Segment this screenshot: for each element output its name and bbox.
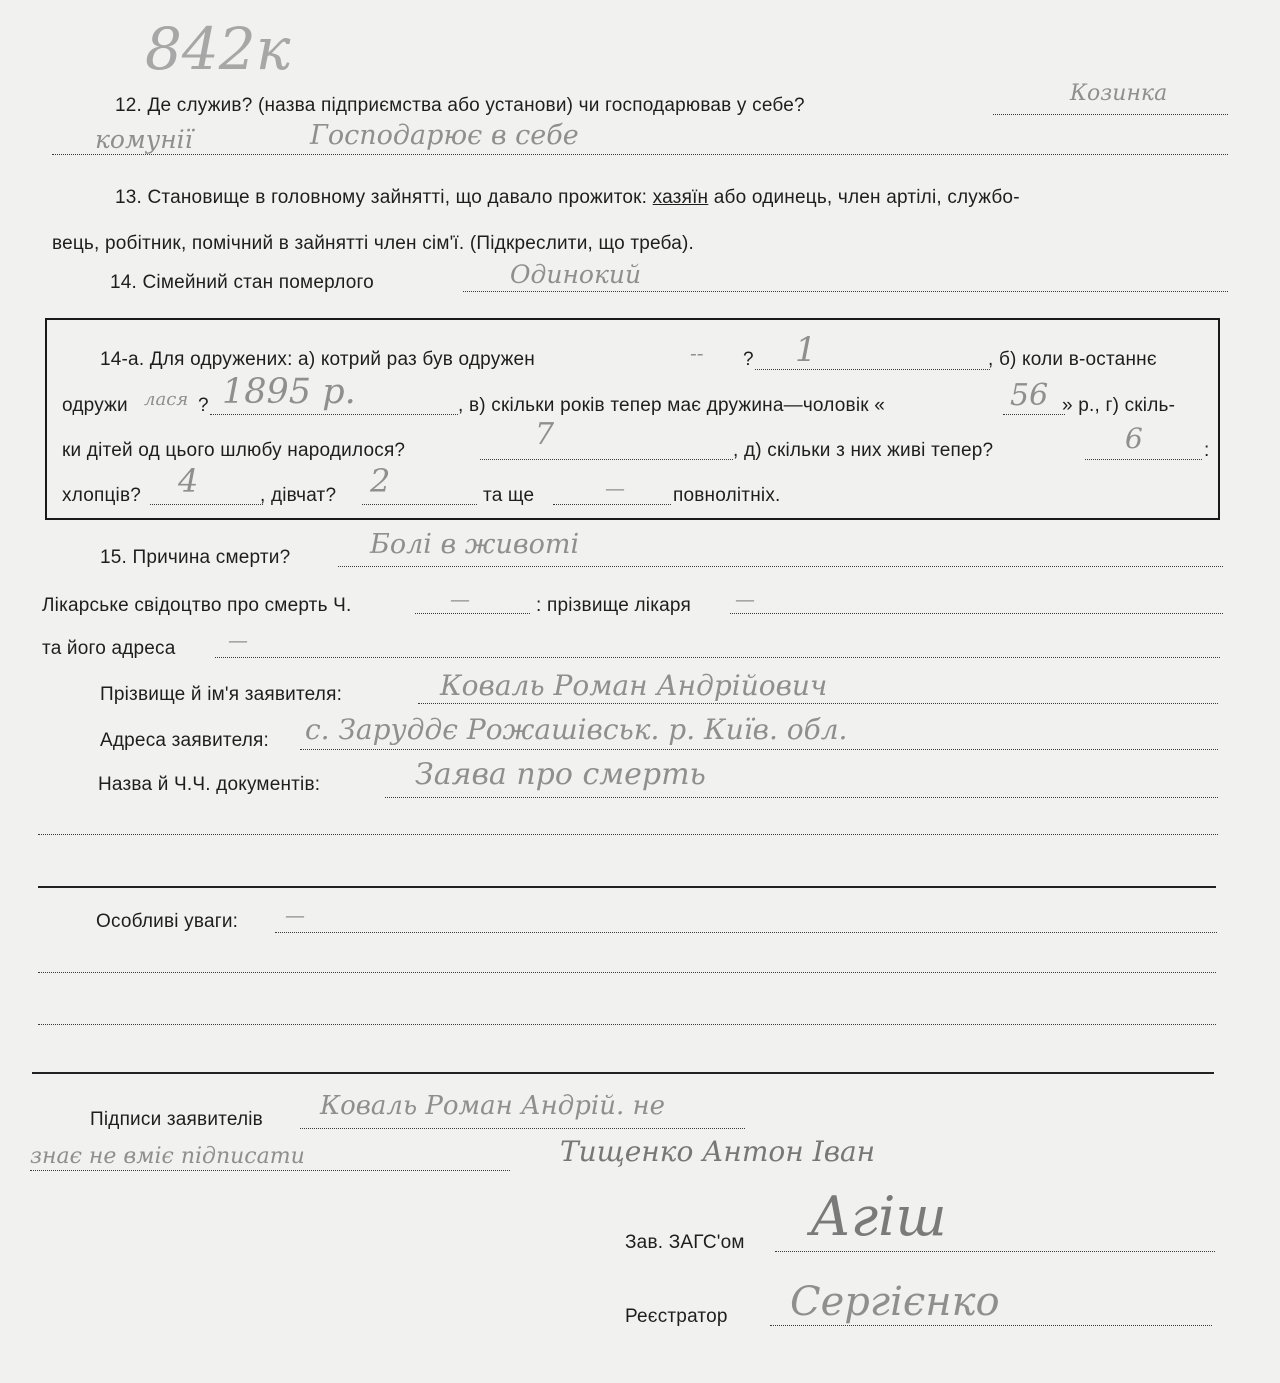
q14a-minor-answer: — xyxy=(605,476,625,500)
applicant-signatures-line-1 xyxy=(300,1128,745,1129)
doctor-cert-answer: — xyxy=(450,587,470,611)
q14a-a-line xyxy=(755,369,990,370)
applicant-addr-line xyxy=(300,749,1218,750)
q12-line-2 xyxy=(52,154,1228,155)
applicant-name-line xyxy=(418,703,1218,704)
applicant-docs-answer: Заява про смерть xyxy=(415,757,706,792)
q14a-girls-line xyxy=(362,504,477,505)
q12-answer-2: комунії xyxy=(95,125,193,154)
doctor-addr-answer: — xyxy=(228,628,248,652)
applicant-docs-line xyxy=(385,797,1218,798)
notes-line-3 xyxy=(38,1024,1216,1025)
q15-label: 15. Причина смерти? xyxy=(100,547,291,568)
applicant-name-label: Прізвище й ім'я заявителя: xyxy=(100,684,343,705)
doctor-cert-line xyxy=(415,613,530,614)
applicant-signature-3: Тищенко Антон Іван xyxy=(560,1135,876,1168)
q14a-c-answer: 56 xyxy=(1010,378,1049,413)
doctor-cert-label: Лікарське свідоцтво про смерть Ч. xyxy=(42,595,352,616)
notes-label: Особливі уваги: xyxy=(96,911,239,932)
applicant-signatures-label: Підписи заявителів xyxy=(90,1109,263,1130)
notes-line-2 xyxy=(38,972,1216,973)
q14a-a-qmark: ? xyxy=(743,349,754,370)
applicant-signature-2: знає не вміє підписати xyxy=(30,1144,305,1169)
applicant-signature-1: Коваль Роман Андрій. не xyxy=(320,1091,666,1121)
doctor-addr-line xyxy=(215,657,1220,658)
applicant-name-answer: Коваль Роман Андрійович xyxy=(440,669,828,702)
head-of-registry-label: Зав. ЗАГС'ом xyxy=(625,1232,745,1253)
q13-selected-owner: хазяїн xyxy=(652,187,709,208)
q14a-d-label: ки дітей од цього шлюбу народилося? xyxy=(62,440,406,461)
q14a-e-label: , д) скільки з них живі тепер? xyxy=(733,440,994,461)
q14a-d-answer: 7 xyxy=(535,417,555,452)
registrar-signature-line xyxy=(770,1325,1212,1326)
archive-number: 842к xyxy=(145,15,291,83)
q14a-a-answer: 1 xyxy=(795,330,817,370)
head-signature: Агіш xyxy=(810,1185,947,1248)
q14a-boys-label: хлопців? xyxy=(62,485,142,506)
registrar-label: Реєстратор xyxy=(625,1306,728,1327)
q14a-b-sub: лася xyxy=(144,389,189,410)
q14a-b-answer: 1895 р. xyxy=(222,372,356,412)
q14a-e-colon: : xyxy=(1204,440,1210,461)
q14a-b-label-2: одружи xyxy=(62,395,128,416)
notes-answer: — xyxy=(285,903,305,927)
applicant-extra-line xyxy=(38,834,1218,835)
q13-line-1: 13. Становище в головному зайнятті, що давало прожиток: хазяїн або одинець, член артілі, службо- xyxy=(115,187,1020,208)
q15-answer: Болі в животі xyxy=(370,529,580,560)
registrar-signature: Сергієнко xyxy=(790,1279,1000,1325)
q12-line-1 xyxy=(993,114,1228,115)
q14a-c-suffix: » р., г) скіль- xyxy=(1062,395,1176,416)
q14a-boys-answer: 4 xyxy=(178,462,199,500)
q14a-b-qmark: ? xyxy=(198,395,209,416)
applicant-docs-label: Назва й Ч.Ч. документів: xyxy=(98,774,321,795)
q14a-c-line xyxy=(1003,414,1065,415)
q12-label: 12. Де служив? (назва підприємства або установи) чи господарював у себе? xyxy=(115,95,805,116)
q14a-minor-line xyxy=(553,504,671,505)
notes-line-1 xyxy=(275,932,1217,933)
applicant-addr-label: Адреса заявителя: xyxy=(100,730,269,751)
doctor-name-answer: — xyxy=(735,587,755,611)
q14a-a-dash: -- xyxy=(690,341,704,365)
q14-line xyxy=(463,291,1228,292)
q14a-girls-answer: 2 xyxy=(370,462,391,500)
q14a-girls-label: , дівчат? xyxy=(260,485,337,506)
applicant-signatures-line-2 xyxy=(30,1170,510,1171)
q14-answer: Одинокий xyxy=(510,260,642,289)
doctor-addr-label: та його адреса xyxy=(42,638,176,659)
q14a-e-answer: 6 xyxy=(1125,422,1143,455)
doctor-name-label: : прізвище лікаря xyxy=(536,595,691,616)
doctor-name-line xyxy=(730,613,1223,614)
q12-answer-1: Козинка xyxy=(1070,81,1168,106)
q14-label: 14. Сімейний стан померлого xyxy=(110,272,374,293)
q14a-minor-suffix: повнолітніх. xyxy=(673,485,781,506)
q14a-minor-label: та ще xyxy=(483,485,535,506)
q15-line xyxy=(338,566,1223,567)
section-divider-1 xyxy=(38,886,1216,888)
q12-answer-3: Господарює в себе xyxy=(310,120,579,151)
q14a-b-line xyxy=(210,414,458,415)
q14a-a-label: 14-а. Для одружених: а) котрий раз був одружен xyxy=(100,349,535,370)
applicant-addr-answer: с. Заруддє Рожашівськ. р. Київ. обл. xyxy=(305,713,848,746)
q14a-e-line xyxy=(1085,459,1202,460)
q14a-boys-line xyxy=(150,504,263,505)
section-divider-2 xyxy=(32,1072,1214,1074)
q14a-d-line xyxy=(480,459,733,460)
q14a-c-label: , в) скільки років тепер має дружина—чоловік « xyxy=(458,395,886,416)
q14a-b-label: , б) коли в-останнє xyxy=(988,349,1157,370)
q13-line-2: вець, робітник, помічний в зайнятті член сім'ї. (Підкреслити, що треба). xyxy=(52,233,694,254)
head-signature-line xyxy=(775,1251,1215,1252)
